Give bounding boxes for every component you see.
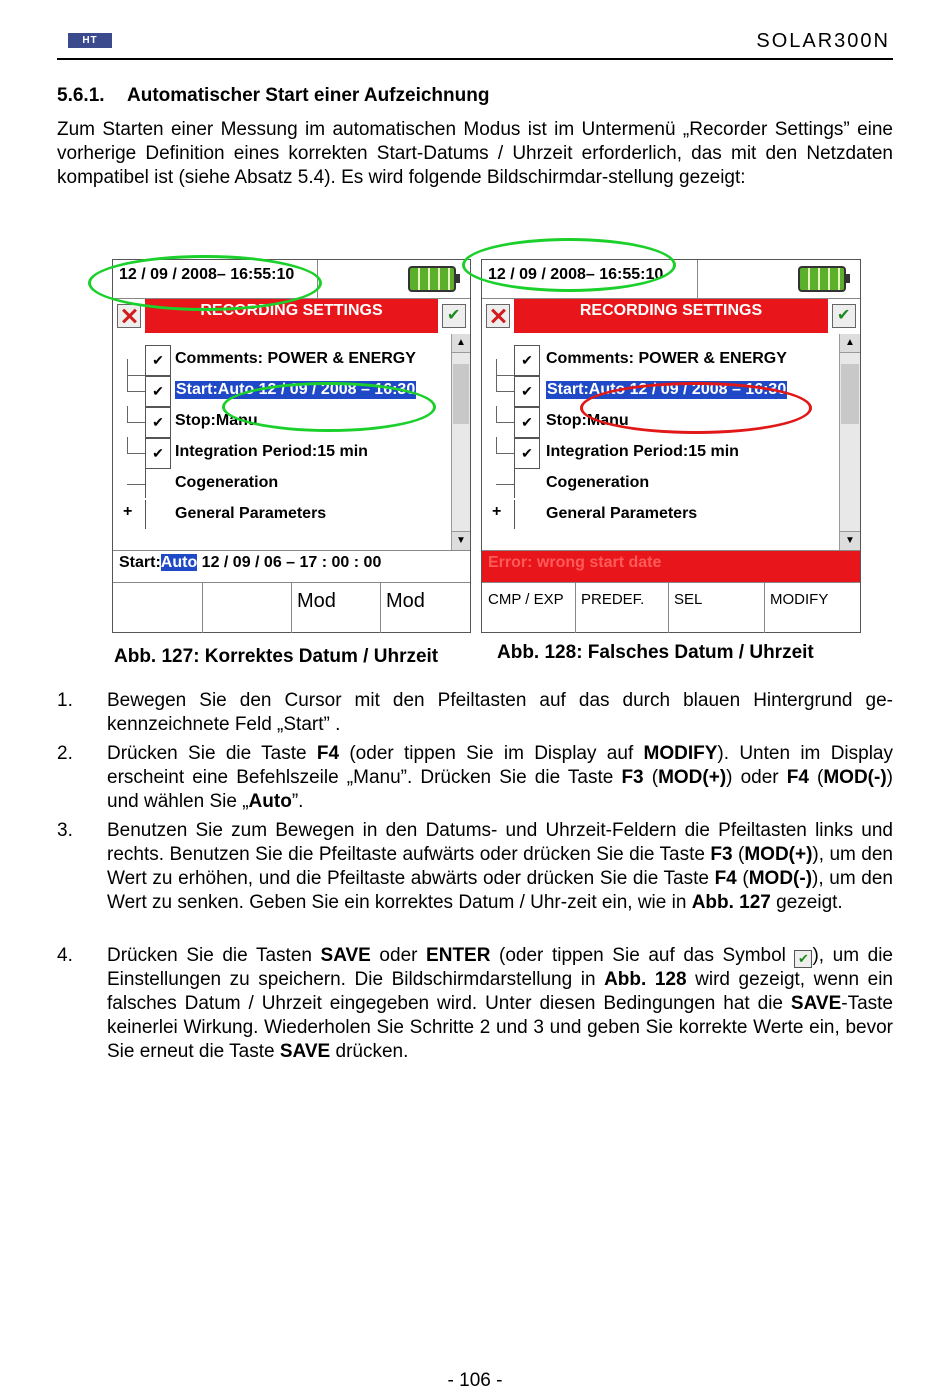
screen-title: RECORDING SETTINGS — [145, 299, 438, 333]
function-key-bar — [482, 582, 860, 633]
confirm-check-icon[interactable] — [442, 304, 466, 328]
checkbox[interactable] — [145, 469, 170, 498]
settings-list — [482, 334, 840, 550]
list-item-label: Comments: POWER & ENERGY — [546, 350, 787, 367]
list-item[interactable] — [482, 344, 840, 375]
step-item: 1. Bewegen Sie den Cursor mit den Pfeiltasten auf das durch blauen Hintergrund ge-kennzeichnete Feld „Start” . — [57, 690, 893, 735]
list-item-label: General Parameters — [546, 505, 698, 522]
section-heading — [57, 85, 489, 107]
list-item-label: Start:Auto 12 / 09 / 2008 – 16:30 — [176, 381, 416, 398]
highlight-ring-datetime-1 — [88, 255, 322, 311]
scrollbar[interactable] — [451, 334, 470, 550]
page-number: - 106 - — [447, 1370, 503, 1391]
figure-caption-128: Abb. 128: Falsches Datum / Uhrzeit — [497, 642, 814, 663]
checkbox[interactable]: ✔ — [145, 345, 171, 376]
f1-button[interactable] — [113, 583, 203, 633]
expand-icon[interactable]: + — [123, 503, 133, 520]
header-rule — [57, 58, 893, 60]
checkbox[interactable] — [514, 469, 539, 498]
checkbox[interactable]: ✔ — [514, 407, 540, 438]
check-symbol-icon: ✔ — [794, 950, 812, 968]
cmp-exp-button[interactable]: CMP / EXP — [482, 583, 576, 633]
list-item[interactable] — [113, 437, 452, 468]
mod-plus-button[interactable]: Mod — [291, 583, 381, 633]
list-item-label: Stop:Manu — [175, 412, 258, 429]
figure-caption-127: Abb. 127: Korrektes Datum / Uhrzeit — [114, 646, 439, 667]
error-line — [482, 550, 860, 582]
checkbox[interactable] — [145, 500, 170, 529]
battery-icon — [408, 266, 456, 292]
confirm-check-icon[interactable] — [832, 304, 856, 328]
intro-paragraph: Zum Starten einer Messung im automatischen Modus ist im Untermenü „Recorder Settings” eine vorherige Definition eines korrekten Start-Datums / Uhrzeit erforderlich, das mit den Netzdaten kompatibel ist (siehe Absatz 5.4). Es wird folgende Bildschirmdar-stellung gezeigt: — [57, 119, 893, 188]
checkbox[interactable]: ✔ — [514, 376, 540, 407]
predef-button[interactable]: PREDEF. — [575, 583, 669, 633]
screen-datetime: 12 / 09 / 2008– 16:55:10 — [119, 266, 295, 283]
scroll-up-icon[interactable]: ▲ — [452, 334, 470, 353]
list-item-label: General Parameters — [175, 505, 327, 522]
screen-datetime: 12 / 09 / 2008– 16:55:10 — [488, 266, 664, 283]
list-item[interactable] — [482, 437, 840, 468]
list-item[interactable] — [482, 499, 840, 530]
list-item-label: Stop:Manu — [546, 412, 629, 429]
list-item-label: Integration Period:15 min — [546, 443, 739, 460]
screen-title: RECORDING SETTINGS — [514, 299, 828, 333]
checkbox[interactable]: ✔ — [145, 407, 171, 438]
checkbox[interactable] — [514, 500, 539, 529]
list-item[interactable] — [113, 468, 452, 499]
mod-minus-button[interactable]: Mod — [386, 590, 425, 612]
scroll-down-icon[interactable]: ▼ — [840, 531, 860, 550]
command-line: Start:Auto 12 / 09 / 06 – 17 : 00 : 00 — [113, 550, 470, 582]
scroll-up-icon[interactable]: ▲ — [840, 334, 860, 353]
highlight-ring-datetime-2 — [462, 238, 676, 292]
checkbox[interactable]: ✔ — [514, 345, 540, 376]
modify-button[interactable]: MODIFY — [770, 591, 829, 608]
scrollbar[interactable] — [839, 334, 860, 550]
scroll-down-icon[interactable]: ▼ — [452, 531, 470, 550]
highlight-ring-start-2 — [580, 382, 812, 434]
close-icon[interactable] — [486, 304, 510, 328]
step-item: 4. Drücken Sie die Tasten SAVE oder ENTER (oder tippen Sie auf das Symbol ✔ ), um die Einstellungen zu speichern. Die Bildschirmdarstellung in Abb. 128 wird gezeigt, wenn ein falsches Datum / Uhrzeit eingegeben wird. Unter diesen Bedingungen hat die SAVE-Taste keinerlei Wirkung. Wiederholen Sie Schritte 2 und 3 und geben Sie korrekte Werte ein, bevor Sie erneut die Taste SAVE drücken. — [57, 945, 893, 1062]
checkbox[interactable]: ✔ — [145, 376, 171, 407]
list-item[interactable] — [113, 344, 452, 375]
sel-button[interactable]: SEL — [668, 583, 765, 633]
list-item[interactable] — [113, 499, 452, 530]
product-name: SOLAR300N — [756, 30, 890, 52]
screen-wrong-date — [481, 259, 861, 633]
settings-list — [113, 334, 452, 550]
list-item[interactable] — [482, 468, 840, 499]
close-icon[interactable] — [117, 304, 141, 328]
screen-correct-date — [112, 259, 471, 633]
screen-titlebar — [482, 299, 860, 333]
expand-icon[interactable]: + — [492, 503, 502, 520]
checkbox[interactable]: ✔ — [514, 438, 540, 469]
auto-field[interactable]: Auto — [160, 554, 198, 571]
checkbox[interactable]: ✔ — [145, 438, 171, 469]
f2-button[interactable] — [202, 583, 292, 633]
section-number: 5.6.1. — [57, 85, 105, 106]
list-item-label: Cogeneration — [175, 474, 279, 491]
list-item-label: Cogeneration — [546, 474, 650, 491]
step-item: 3. Benutzen Sie zum Bewegen in den Datums- und Uhrzeit-Feldern die Pfeiltasten links und rechts. Benutzen Sie die Pfeiltaste aufwärts oder drücken Sie die Taste F3 (MOD(+)), um den Wert zu erhöhen, und die Pfeiltaste abwärts oder drücken Sie die Taste F4 (MOD(-)), um den Wert zu senken. Geben Sie ein korrektes Datum / Uhr-zeit ein, wie in Abb. 127 gezeigt. — [57, 820, 893, 913]
error-message: Error: wrong start date — [488, 554, 662, 571]
list-item-label: Start:Auto 12 / 09 / 2008 – 16:30 — [547, 381, 787, 398]
step-item: 2. Drücken Sie die Taste F4 (oder tippen Sie im Display auf MODIFY). Unten im Display erscheint eine Befehlszeile „Manu”. Drücken Sie die Taste F3 (MOD(+)) oder F4 (MOD(-)) und wählen Sie „Auto”. — [57, 743, 893, 812]
section-title: Automatischer Start einer Aufzeichnung — [127, 85, 490, 106]
highlight-ring-start-1 — [222, 382, 436, 432]
list-item-label: Integration Period:15 min — [175, 443, 368, 460]
battery-icon — [798, 266, 846, 292]
function-key-bar — [113, 582, 470, 633]
ht-logo: HT — [68, 33, 112, 48]
list-item-label: Comments: POWER & ENERGY — [175, 350, 416, 367]
